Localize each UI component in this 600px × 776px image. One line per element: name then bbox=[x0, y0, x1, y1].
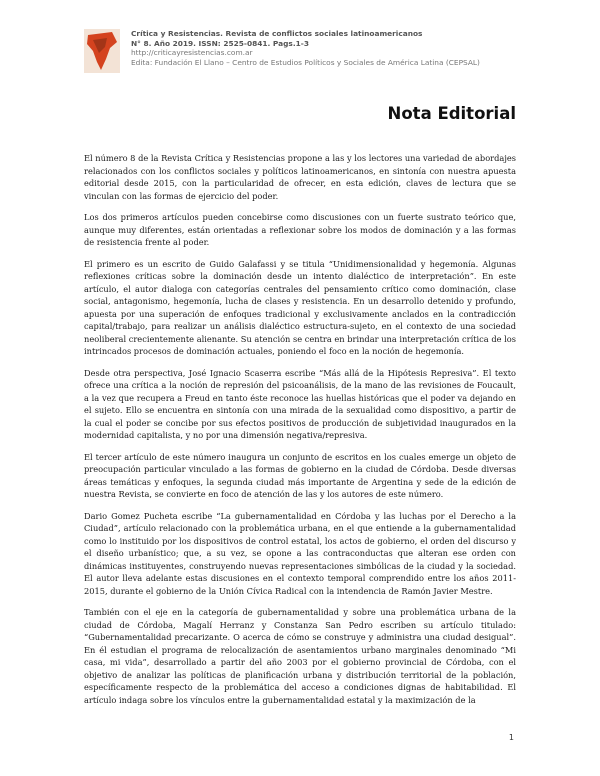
page-number: 1 bbox=[508, 733, 514, 742]
paragraph: El primero es un escrito de Guido Galafassi y se titula “Unidimensionalidad y hegemonía. Algunas reflexiones críticas sobre la dominación desde un intento dialéctico de interpretación”. En este artículo, el autor dialoga con categorías centrales del pensamiento crítico como dominación, clase social, antagonismo, hegemonía, lucha de clases y resistencia. En un desarrollo detenido y profundo, apuesta por una superación de enfoques tradicional y exclusivamente anclados en la contradicción capital/trabajo, para realizar un análisis dialéctico estructura-sujeto, en el contexto de una sociedad neoliberal crecientemente alienante. Su atención se centra en brindar una interpretación crítica de los intrincados procesos de dominación actuales, poniendo el foco en la noción de hegemonía. bbox=[84, 258, 516, 356]
journal-title: Crítica y Resistencias. Revista de conflictos sociales latinoamericanos bbox=[131, 29, 423, 38]
publisher-line: Edita: Fundación El Llano – Centro de Estudios Políticos y Sociales de América Latina (CEPSAL) bbox=[131, 57, 480, 67]
issue-info: N° 8. Año 2019. ISSN: 2525-0841. Pags.1-3 bbox=[131, 38, 309, 48]
page-title: Nota Editorial bbox=[387, 104, 516, 123]
paragraph: El número 8 de la Revista Crítica y Resistencias propone a las y los lectores una variedad de abordajes relacionados con los conflictos sociales y políticos latinoamericanos, en sintonía con nuestra apuesta editorial desde 2015, con la particularidad de ofrecer, en esta edición, claves de lectura que se vinculan con las formas de ejercicio del poder. bbox=[84, 153, 516, 201]
paragraph: También con el eje en la categoría de gubernamentalidad y sobre una problemática urbana de la ciudad de Córdoba, Magalí Herranz y Constanza San Pedro escriben su artículo titulado: “Gubernamentalidad precarizante. O acerca de cómo se construye y administra una ciudad desigual”. En él estudian el programa de relocalización de asentamientos urbano marginales denominado “Mi casa, mi vida”, desarrollado a partir del año 2003 por el gobierno provincial de Córdoba, con el objetivo de analizar las políticas de planificación urbana y distribución territorial de la población, específicamente respecto de la problemática del acceso a condiciones dignas de habitabilidad. El artículo indaga sobre los vínculos entre la gubernamentalidad estatal y la maximización de la bbox=[84, 607, 516, 705]
journal-url[interactable]: http://criticayresistencias.com.ar bbox=[131, 48, 253, 58]
paragraph: Dario Gomez Pucheta escribe “La gubernamentalidad en Córdoba y las luchas por el Derecho a la Ciudad”, artículo relacionado con la problemática urbana, en el que entiende a la gubernamentalidad como lo instituido por los dispositivos de control estatal, los actos de gobierno, el orden del discurso y el diseño urbanístico; que, a su vez, se opone a las contraconductas que alteran ese orden con dinámicas instituyentes, construyendo nuevas representaciones simbólicas de la ciudad y la sociedad. El autor lleva adelante estas discusiones en el contexto temporal comprendido entre los años 2011-2015, durante el gobierno de la Unión Cívica Radical con la intendencia de Ramón Javier Mestre. bbox=[84, 510, 516, 596]
paragraph: Desde otra perspectiva, José Ignacio Scaserra escribe “Más allá de la Hipótesis Represiva”. El texto ofrece una crítica a la noción de represión del psicoanálisis, de la mano de las revisiones de Foucault, a la vez que recupera a Freud en tanto éste reconoce las huellas históricas que el poder va dejando en el sujeto. Ello se encuentra en sintonía con una mirada de la sexualidad como dispositivo, a partir de la cual el poder se concibe por sus efectos positivos de producción de subjetividad inaugurados en la modernidad capitalista, y no por una dimensión negativa/represiva. bbox=[84, 367, 516, 440]
paragraph: El tercer artículo de este número inaugura un conjunto de escritos en los cuales emerge un objeto de preocupación particular vinculado a las formas de gobierno en la ciudad de Córdoba. Desde diversas áreas temáticas y enfoques, la segunda ciudad más importante de Argentina y sede de la edición de nuestra Revista, se convierte en foco de atención de las y los autores de este número. bbox=[84, 451, 516, 499]
editorial-body bbox=[84, 152, 516, 715]
journal-logo-icon bbox=[84, 29, 120, 73]
paragraph: Los dos primeros artículos pueden concebirse como discusiones con un fuerte sustrato teórico que, aunque muy diferentes, están orientadas a reflexionar sobre los modos de dominación y a las formas de resistencia frente al poder. bbox=[84, 212, 516, 247]
